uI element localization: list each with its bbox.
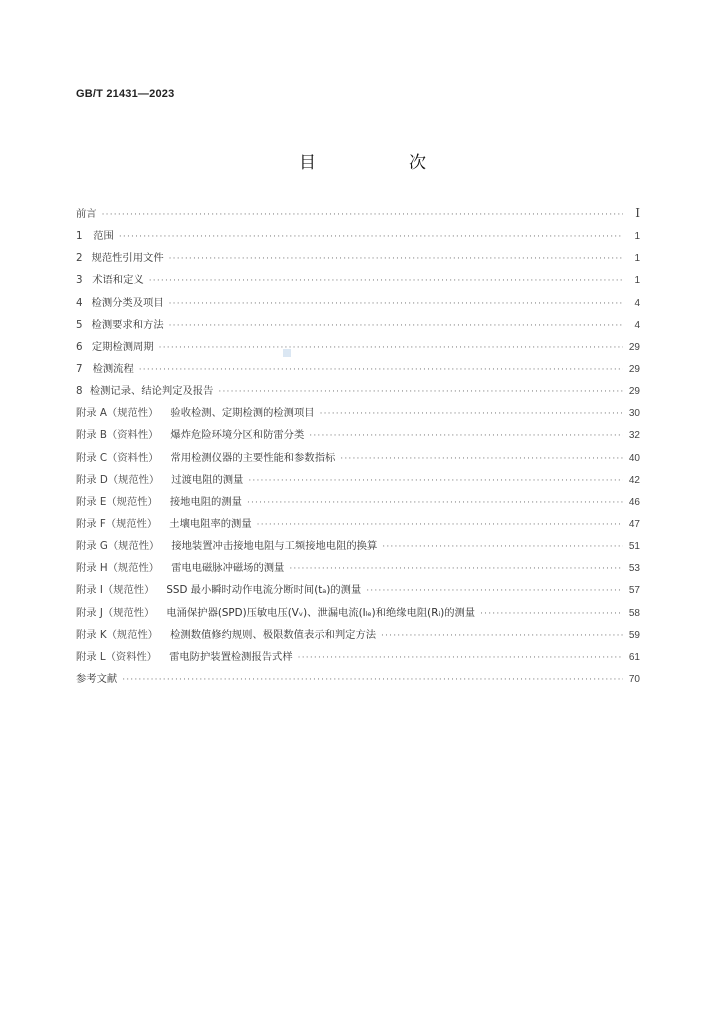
toc-entry-page: 61 [628, 651, 640, 663]
toc-dot-leader [247, 498, 623, 508]
toc-entry-page: 42 [628, 474, 640, 486]
toc-entry[interactable] [76, 404, 640, 426]
toc-entry-label: 术语和定义 [92, 274, 144, 287]
toc-dot-leader [320, 409, 623, 419]
toc-dot-leader [102, 210, 623, 220]
toc-entry[interactable] [76, 316, 640, 338]
toc-entry[interactable] [76, 626, 640, 648]
toc-entry-number: 6 [76, 340, 83, 353]
toc-dot-leader [248, 476, 623, 486]
toc-entry-appendix: 附录 E（规范性） [76, 495, 158, 508]
toc-entry-page: 51 [628, 541, 640, 553]
toc-entry[interactable] [76, 338, 640, 360]
toc-entry-number: 3 [76, 274, 83, 287]
toc-entry-label: 检测流程 [92, 362, 134, 375]
toc-entry-number: 7 [76, 362, 83, 375]
toc-entry-page: 29 [628, 363, 640, 375]
toc-entry-appendix: 附录 C（资料性） [76, 451, 159, 464]
toc-entry-appendix: 附录 F（规范性） [76, 517, 158, 530]
toc-dot-leader [366, 586, 623, 596]
toc-entry-page: 58 [628, 607, 640, 619]
toc-entry-label: 检测记录、结论判定及报告 [89, 385, 214, 398]
toc-entry-label: 土壤电阻率的测量 [169, 517, 252, 530]
toc-entry-page: 59 [628, 629, 640, 641]
toc-entry[interactable] [76, 426, 640, 448]
toc-entry-page: 57 [628, 585, 640, 597]
toc-entry-label: 规范性引用文件 [91, 252, 164, 265]
toc-dot-leader [480, 609, 623, 619]
toc-entry-page: 30 [628, 408, 640, 420]
toc-entry[interactable] [76, 670, 640, 692]
toc-entry-page: Ⅰ [635, 206, 640, 220]
toc-entry[interactable] [76, 493, 640, 515]
toc-dot-leader [122, 675, 623, 685]
toc-entry-label: 验收检测、定期检测的检测项目 [170, 407, 315, 420]
toc-entry[interactable] [76, 294, 640, 316]
standard-code: GB/T 21431—2023 [76, 88, 175, 100]
table-of-contents [76, 205, 640, 692]
toc-entry-page: 4 [634, 319, 640, 331]
toc-entry-number: 5 [76, 318, 83, 331]
toc-entry-label: 爆炸危险环境分区和防雷分类 [170, 429, 305, 442]
toc-entry[interactable] [76, 449, 640, 471]
toc-entry-label: 前言 [76, 208, 97, 220]
toc-entry-page: 1 [634, 253, 640, 265]
toc-entry-label: SSD 最小瞬时动作电流分断时间(tₐ)的测量 [166, 584, 362, 597]
toc-entry-number: 8 [76, 385, 83, 398]
toc-entry-label: 过渡电阻的测量 [171, 473, 244, 486]
toc-dot-leader [382, 542, 623, 552]
toc-dot-leader [169, 321, 623, 331]
toc-dot-leader [139, 365, 623, 375]
toc-entry-label: 检测要求和方法 [91, 318, 164, 331]
toc-entry-label: 范围 [93, 230, 114, 243]
toc-entry-page: 47 [628, 518, 640, 530]
toc-dot-leader [169, 299, 623, 309]
toc-entry-page: 1 [634, 275, 640, 287]
toc-entry[interactable] [76, 559, 640, 581]
toc-entry-page: 4 [634, 297, 640, 309]
toc-entry-label: 检测数值修约规则、极限数值表示和判定方法 [170, 628, 377, 641]
toc-entry-label: 接地电阻的测量 [169, 495, 242, 508]
toc-entry-label: 接地装置冲击接地电阻与工频接地电阻的换算 [171, 540, 378, 553]
toc-entry[interactable] [76, 205, 640, 227]
toc-entry-label: 雷电电磁脉冲磁场的测量 [171, 562, 285, 575]
toc-entry[interactable] [76, 360, 640, 382]
toc-dot-leader [381, 631, 623, 641]
toc-entry-label: 定期检测周期 [91, 340, 154, 353]
toc-dot-leader [159, 343, 623, 353]
toc-entry[interactable] [76, 515, 640, 537]
toc-dot-leader [309, 431, 623, 441]
toc-entry-appendix: 附录 I（规范性） [76, 584, 155, 597]
toc-entry-number: 2 [76, 252, 83, 265]
toc-entry-label: 参考文献 [76, 672, 118, 685]
toc-entry-page: 46 [628, 496, 640, 508]
toc-entry-page: 40 [628, 452, 640, 464]
toc-entry[interactable] [76, 471, 640, 493]
toc-entry-page: 53 [628, 563, 640, 575]
toc-entry-appendix: 附录 K（规范性） [76, 628, 159, 641]
toc-entry[interactable] [76, 382, 640, 404]
toc-entry[interactable] [76, 249, 640, 271]
toc-entry-label: 检测分类及项目 [91, 296, 164, 309]
toc-dot-leader [218, 387, 623, 397]
toc-entry-appendix: 附录 D（规范性） [76, 473, 160, 486]
toc-entry-appendix: 附录 H（规范性） [76, 562, 160, 575]
toc-dot-leader [340, 454, 623, 464]
toc-entry-label: 常用检测仪器的主要性能和参数指标 [170, 451, 336, 464]
toc-entry[interactable] [76, 581, 640, 603]
page-title: 目 次 [299, 153, 464, 173]
toc-dot-leader [149, 276, 623, 286]
toc-entry-appendix: 附录 A（规范性） [76, 407, 159, 420]
toc-entry-appendix: 附录 L（资料性） [76, 650, 158, 663]
toc-entry-appendix: 附录 B（资料性） [76, 429, 159, 442]
toc-entry-page: 29 [628, 341, 640, 353]
toc-dot-leader [289, 564, 623, 574]
toc-entry-page: 32 [628, 430, 640, 442]
toc-entry-page: 1 [634, 231, 640, 243]
toc-dot-leader [119, 232, 623, 242]
toc-entry[interactable] [76, 227, 640, 249]
toc-dot-leader [298, 653, 623, 663]
toc-entry-number: 1 [76, 230, 83, 243]
toc-entry-label: 电涌保护器(SPD)压敏电压(Vᵥ)、泄漏电流(Iₗₑ)和绝缘电阻(Rᵢ)的测量 [166, 606, 476, 619]
toc-entry-label: 雷电防护装置检测报告式样 [169, 650, 293, 663]
toc-entry[interactable] [76, 604, 640, 626]
toc-entry-number: 4 [76, 296, 83, 309]
toc-entry-page: 70 [628, 673, 640, 685]
toc-entry-appendix: 附录 G（规范性） [76, 540, 160, 553]
toc-entry[interactable] [76, 648, 640, 670]
toc-entry-page: 29 [628, 386, 640, 398]
toc-dot-leader [257, 520, 623, 530]
toc-entry[interactable] [76, 537, 640, 559]
toc-entry[interactable] [76, 271, 640, 293]
toc-dot-leader [169, 254, 623, 264]
toc-entry-appendix: 附录 J（规范性） [76, 606, 155, 619]
